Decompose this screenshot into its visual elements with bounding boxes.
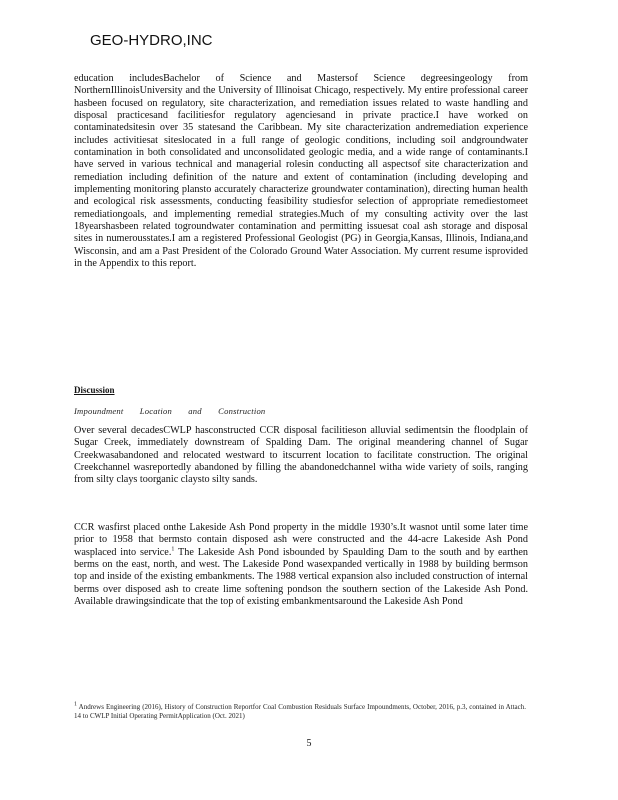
subsection-heading: Impoundment Location and Construction — [74, 406, 266, 416]
paragraph-text-before-ref: CCR wasfirst placed onthe Lakeside Ash Pond property in the middle 1930’s.It wasnot until some later time prior to 1958 that bermsto contain disposed ash were constructed and the 44-acre Lakeside Ash Pond wasplaced into service. — [74, 522, 528, 558]
section-heading-discussion: Discussion — [74, 385, 115, 395]
page-number: 5 — [306, 738, 312, 749]
paragraph-text-after-ref: The Lakeside Ash Pond isbounded by Spaulding Dam to the south and by earthen berms on the east, north, and west. The Lakeside Pond wasexpanded vertically in 1988 by building bermson top and inside of the existing embankments. The 1988 vertical expansion also included construction of internal berms over disposed ash to create lime softening pondson the southern section of the Lakeside Ash Pond. Available drawingsindicate that the top of existing embankmentsaround the Lakeside Ash Pond — [74, 546, 528, 608]
footnote-marker: 1 — [74, 701, 77, 708]
paragraph-sugar-creek: Over several decadesCWLP hasconstructed CCR disposal facilitieson alluvial sedimentsin the floodplain of Sugar Creek, immediately downstream of Spalding Dam. The original meandering channel of Sugar Creekwasabandoned and relocated westward to itscurrent location to facilitate construction. The original Creekchannel wasreportedly abandoned by filling the abandonedchannel witha wide variety of soils, ranging from silty clays toorganic claysto silty sands. — [74, 425, 528, 486]
intro-paragraph: education includesBachelor of Science and Mastersof Science degreesingeology from NorthernIllinoisUniversity and the University of Illinoisat Chicago, respectively. My entire professional career hasbeen focused on regulatory, site characterization, and remediation issues related to waste handling and disposal practicesand facilitiesfor regulatory agenciesand in private practice.I have worked on contaminatedsitesin over 35 statesand the Caribbean. My site characterization andremediation experience includes activitiesat siteslocated in a full range of geologic conditions, including soil andgroundwater contamination in both consolidated and unconsolidated geologic media, and a wide range of contaminants.I have served in various technical and managerial rolesin conducting all aspectsof site characterization and remediation including definition of the nature and extent of contamination (including developing and implementing monitoring plansto accurately characterize groundwater contamination), directing human health and ecological risk assessments, conducting feasibility studiesfor selection of appropriate remediestomeet remediationgoals, and implementing remedial strategies.Much of my consulting activity over the last 18yearshasbeen related togroundwater contamination and permitting issuesat coal ash storage and disposal sites in numerousstates.I am a registered Professional Geologist (PG) in Georgia,Kansas, Illinois, Indiana,and Wisconsin, and am a Past President of the Colorado Ground Water Association. My current resume isprovided in the Appendix to this report. — [74, 73, 528, 270]
company-header: GEO-HYDRO,INC — [90, 32, 213, 49]
footnote-text: Andrews Engineering (2016), History of Construction Reportfor Coal Combustion Residuals Surface Impoundments, October, 2016, p.3, contained in Attach. 14 to CWLP Initial Operating PermitApplication (Oct. 2021) — [74, 703, 526, 721]
footnote — [74, 703, 526, 721]
footnote-reference[interactable]: 1 — [171, 546, 175, 553]
paragraph-lakeside-ash-pond — [74, 522, 528, 608]
